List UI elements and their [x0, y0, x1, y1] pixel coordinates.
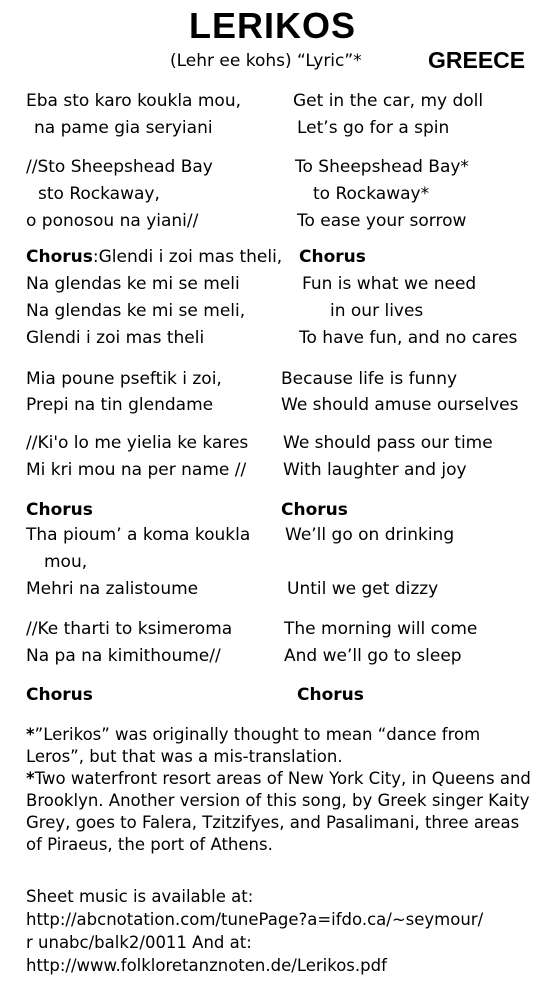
- verse1-english-line1: Get in the car, my doll: [293, 91, 484, 111]
- footnote-lerikos: [26, 724, 531, 768]
- sheet-music-section: [26, 885, 536, 977]
- chorus3-label-greek: Chorus: [26, 685, 93, 705]
- chorus-english-line1: Fun is what we need: [302, 274, 477, 294]
- verse5-greek-line2: Mehri na zalistoume: [26, 579, 199, 599]
- verse2-greek-line2: sto Rockaway,: [38, 184, 160, 204]
- verse2-english-line3: To ease your sorrow: [297, 211, 467, 231]
- footnotes: [26, 724, 531, 856]
- chorus-label-english: Chorus: [299, 247, 366, 267]
- verse5-english-line1: We’ll go on drinking: [285, 525, 455, 545]
- pronunciation: (Lehr ee kohs) “Lyric”*: [170, 51, 362, 71]
- verse6-english-line2: And we’ll go to sleep: [284, 646, 462, 666]
- sheet-music-link2[interactable]: http://www.folkloretanznoten.de/Lerikos.pdf: [26, 956, 387, 975]
- verse2-english-line1: To Sheepshead Bay*: [295, 157, 469, 177]
- song-title: LERIKOS: [188, 5, 356, 46]
- chorus-greek-line4: Glendi i zoi mas theli: [26, 328, 205, 348]
- verse4-greek-line2: Mi kri mou na per name //: [26, 460, 247, 480]
- verse6-greek-line2: Na pa na kimithoume//: [26, 646, 221, 666]
- chorus2-label-greek: Chorus: [26, 500, 93, 520]
- verse2-greek-line1: //Sto Sheepshead Bay: [26, 157, 213, 177]
- verse2-greek-line3: o ponosou na yiani//: [26, 211, 199, 231]
- footnote-resorts-text: Two waterfront resort areas of New York City, in Queens and Brooklyn. Another version of this song, by Greek singer Kaity Grey, goes to Falera, Tzitzifyes, and Pasalimani, three areas of Piraeus, the port of Athens.: [26, 769, 531, 854]
- chorus-greek-line3: Na glendas ke mi se meli,: [26, 301, 246, 321]
- verse3-greek-line1: Mia poune pseftik i zoi,: [26, 369, 222, 389]
- verse1-english-line2: Let’s go for a spin: [297, 118, 450, 138]
- footnote-star: *: [26, 769, 35, 788]
- chorus-label-greek: Chorus: [26, 247, 93, 267]
- verse3-english-line2: We should amuse ourselves: [281, 395, 519, 415]
- sheet-music-intro: Sheet music is available at:: [26, 887, 254, 906]
- verse1-greek-line1: Eba sto karo koukla mou,: [26, 91, 242, 111]
- verse6-english-line1: The morning will come: [284, 619, 478, 639]
- footnote-star: *: [26, 725, 35, 744]
- chorus-english-line3: To have fun, and no cares: [299, 328, 518, 348]
- verse3-english-line1: Because life is funny: [281, 369, 458, 389]
- verse4-english-line1: We should pass our time: [283, 433, 493, 453]
- verse5-english-line2: Until we get dizzy: [287, 579, 439, 599]
- verse3-greek-line2: Prepi na tin glendame: [26, 395, 214, 415]
- verse4-english-line2: With laughter and joy: [283, 460, 467, 480]
- verse6-greek-line1: //Ke tharti to ksimeroma: [26, 619, 233, 639]
- chorus-first-line: [26, 246, 282, 268]
- chorus-english-line2: in our lives: [330, 301, 424, 321]
- sheet-music-link1-cont[interactable]: r unabc/balk2/0011 And at:: [26, 933, 252, 952]
- verse5-greek-line1: Tha pioum’ a koma koukla: [26, 525, 251, 545]
- sheet-music-link1[interactable]: http://abcnotation.com/tunePage?a=ifdo.ca/~seymour/: [26, 910, 484, 929]
- chorus-greek-line2: Na glendas ke mi se meli: [26, 274, 240, 294]
- footnote-lerikos-text: ”Lerikos” was originally thought to mean “dance from Leros”, but that was a mis-translation.: [26, 725, 481, 766]
- chorus3-label-english: Chorus: [297, 685, 364, 705]
- verse4-greek-line1: //Ki'o lo me yielia ke kares: [26, 433, 249, 453]
- chorus-greek-line1: :Glendi i zoi mas theli,: [92, 247, 283, 267]
- chorus2-label-english: Chorus: [281, 500, 348, 520]
- country-label: GREECE: [428, 47, 526, 73]
- verse2-english-line2: to Rockaway*: [313, 184, 430, 204]
- footnote-resorts: [26, 768, 531, 856]
- verse1-greek-line2: na pame gia seryiani: [34, 118, 213, 138]
- verse5-greek-line1-cont: mou,: [44, 552, 88, 572]
